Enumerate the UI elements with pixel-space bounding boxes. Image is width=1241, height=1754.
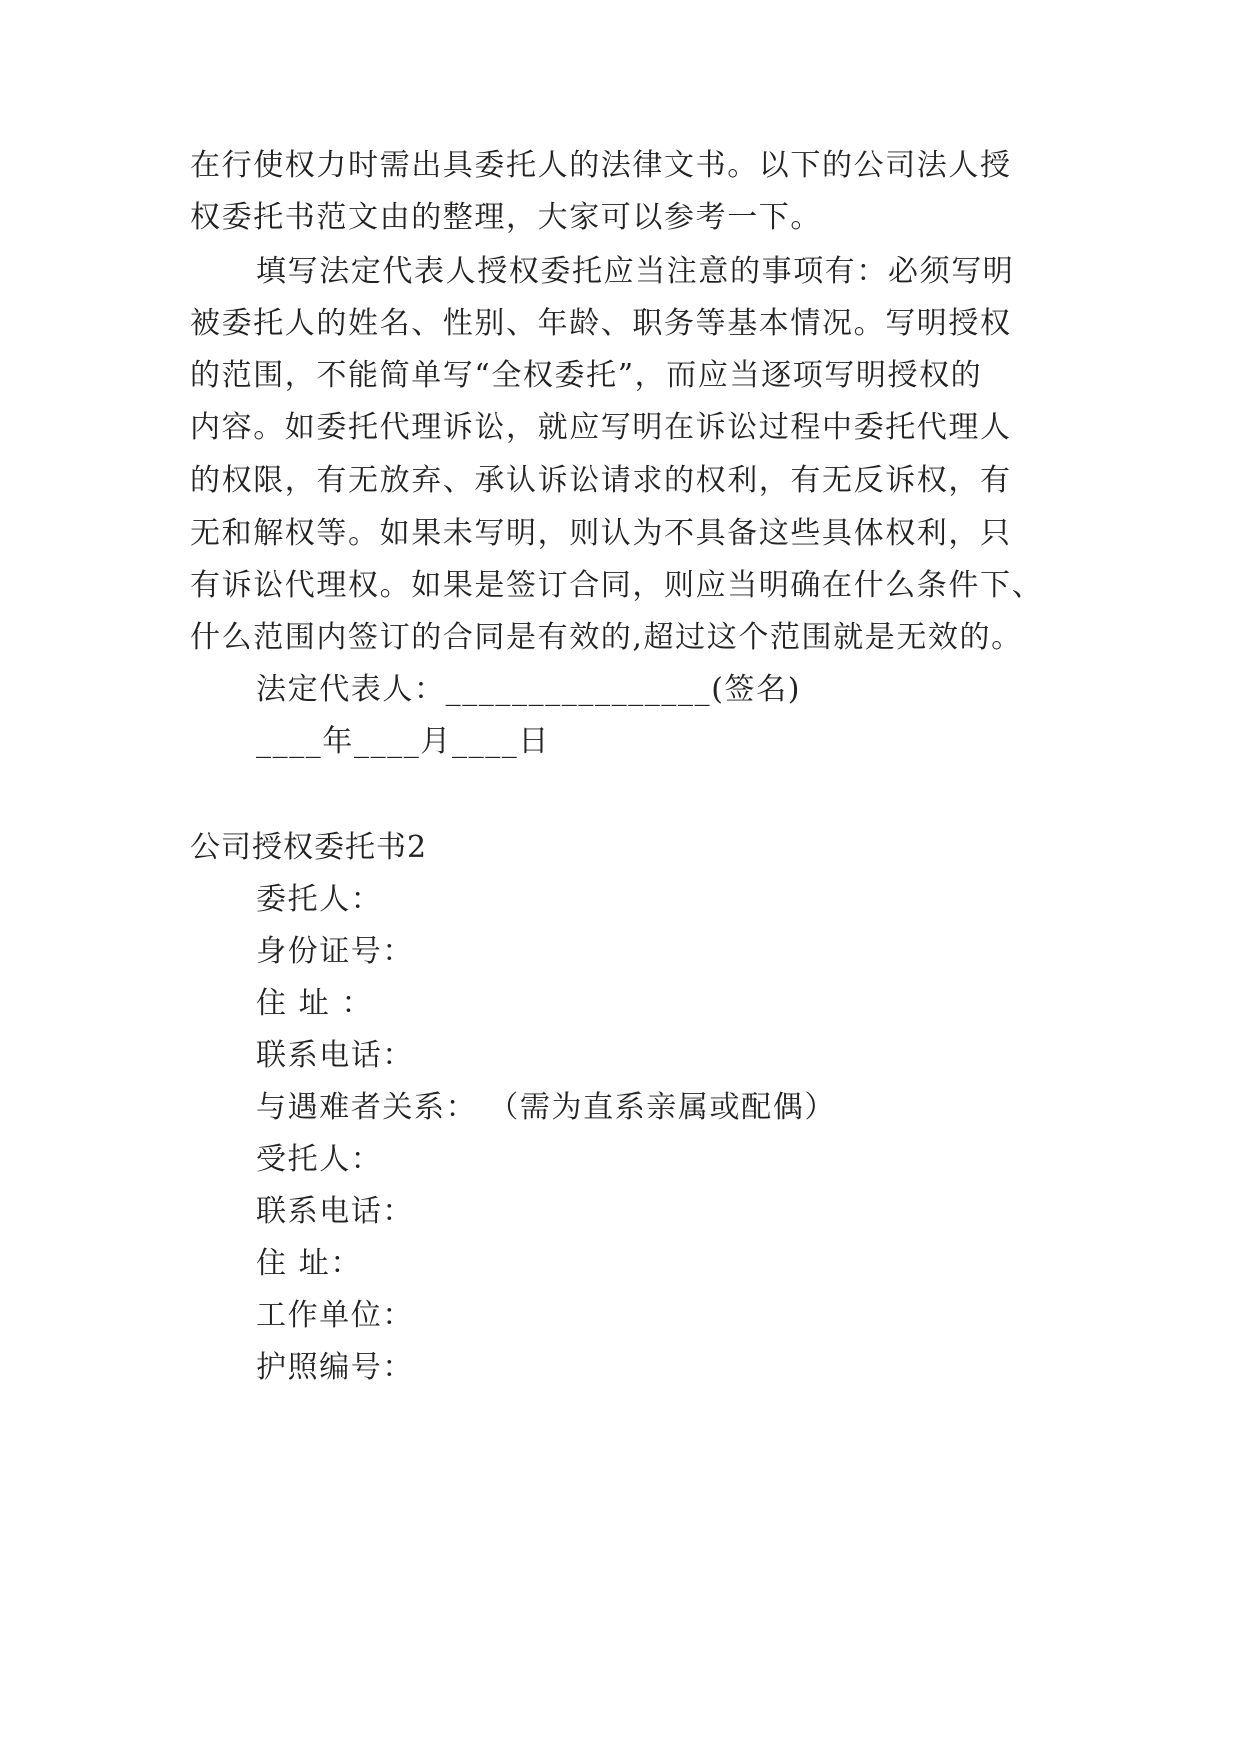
field-relationship: 与遇难者关系： （需为直系亲属或配偶） bbox=[256, 1090, 836, 1125]
section-title: 公司授权委托书2 bbox=[190, 830, 428, 865]
date-line: ____年____月____日 bbox=[256, 724, 550, 759]
notes-line-2: 被委托人的姓名、性别、年龄、职务等基本情况。写明授权 bbox=[190, 306, 1012, 341]
intro-line-1: 在行使权力时需出具委托人的法律文书。以下的公司法人授 bbox=[190, 148, 1012, 183]
field-id-number: 身份证号： bbox=[256, 934, 414, 969]
field-address: 住 址 ： bbox=[256, 986, 374, 1021]
field-agent: 受托人： bbox=[256, 1142, 383, 1177]
notes-line-1: 填写法定代表人授权委托应当注意的事项有：必须写明 bbox=[256, 254, 1015, 289]
field-phone: 联系电话： bbox=[256, 1038, 414, 1073]
signature-line: 法定代表人：________________(签名) bbox=[256, 672, 802, 707]
notes-line-4: 内容。如委托代理诉讼，就应写明在诉讼过程中委托代理人 bbox=[190, 410, 1012, 445]
field-principal: 委托人： bbox=[256, 882, 383, 917]
notes-line-7: 有诉讼代理权。如果是签订合同，则应当明确在什么条件下、 bbox=[190, 568, 1044, 603]
field-passport-number: 护照编号： bbox=[256, 1350, 414, 1385]
notes-line-3: 的范围，不能简单写“全权委托”，而应当逐项写明授权的 bbox=[190, 358, 983, 393]
field-agent-address: 住 址： bbox=[256, 1246, 362, 1281]
field-employer: 工作单位： bbox=[256, 1298, 414, 1333]
intro-line-2: 权委托书范文由的整理，大家可以参考一下。 bbox=[190, 200, 822, 235]
field-agent-phone: 联系电话： bbox=[256, 1194, 414, 1229]
notes-line-6: 无和解权等。如果未写明，则认为不具备这些具体权利，只 bbox=[190, 516, 1012, 551]
notes-line-5: 的权限，有无放弃、承认诉讼请求的权利，有无反诉权，有 bbox=[190, 463, 1012, 498]
notes-line-8: 什么范围内签订的合同是有效的,超过这个范围就是无效的。 bbox=[190, 620, 1023, 655]
